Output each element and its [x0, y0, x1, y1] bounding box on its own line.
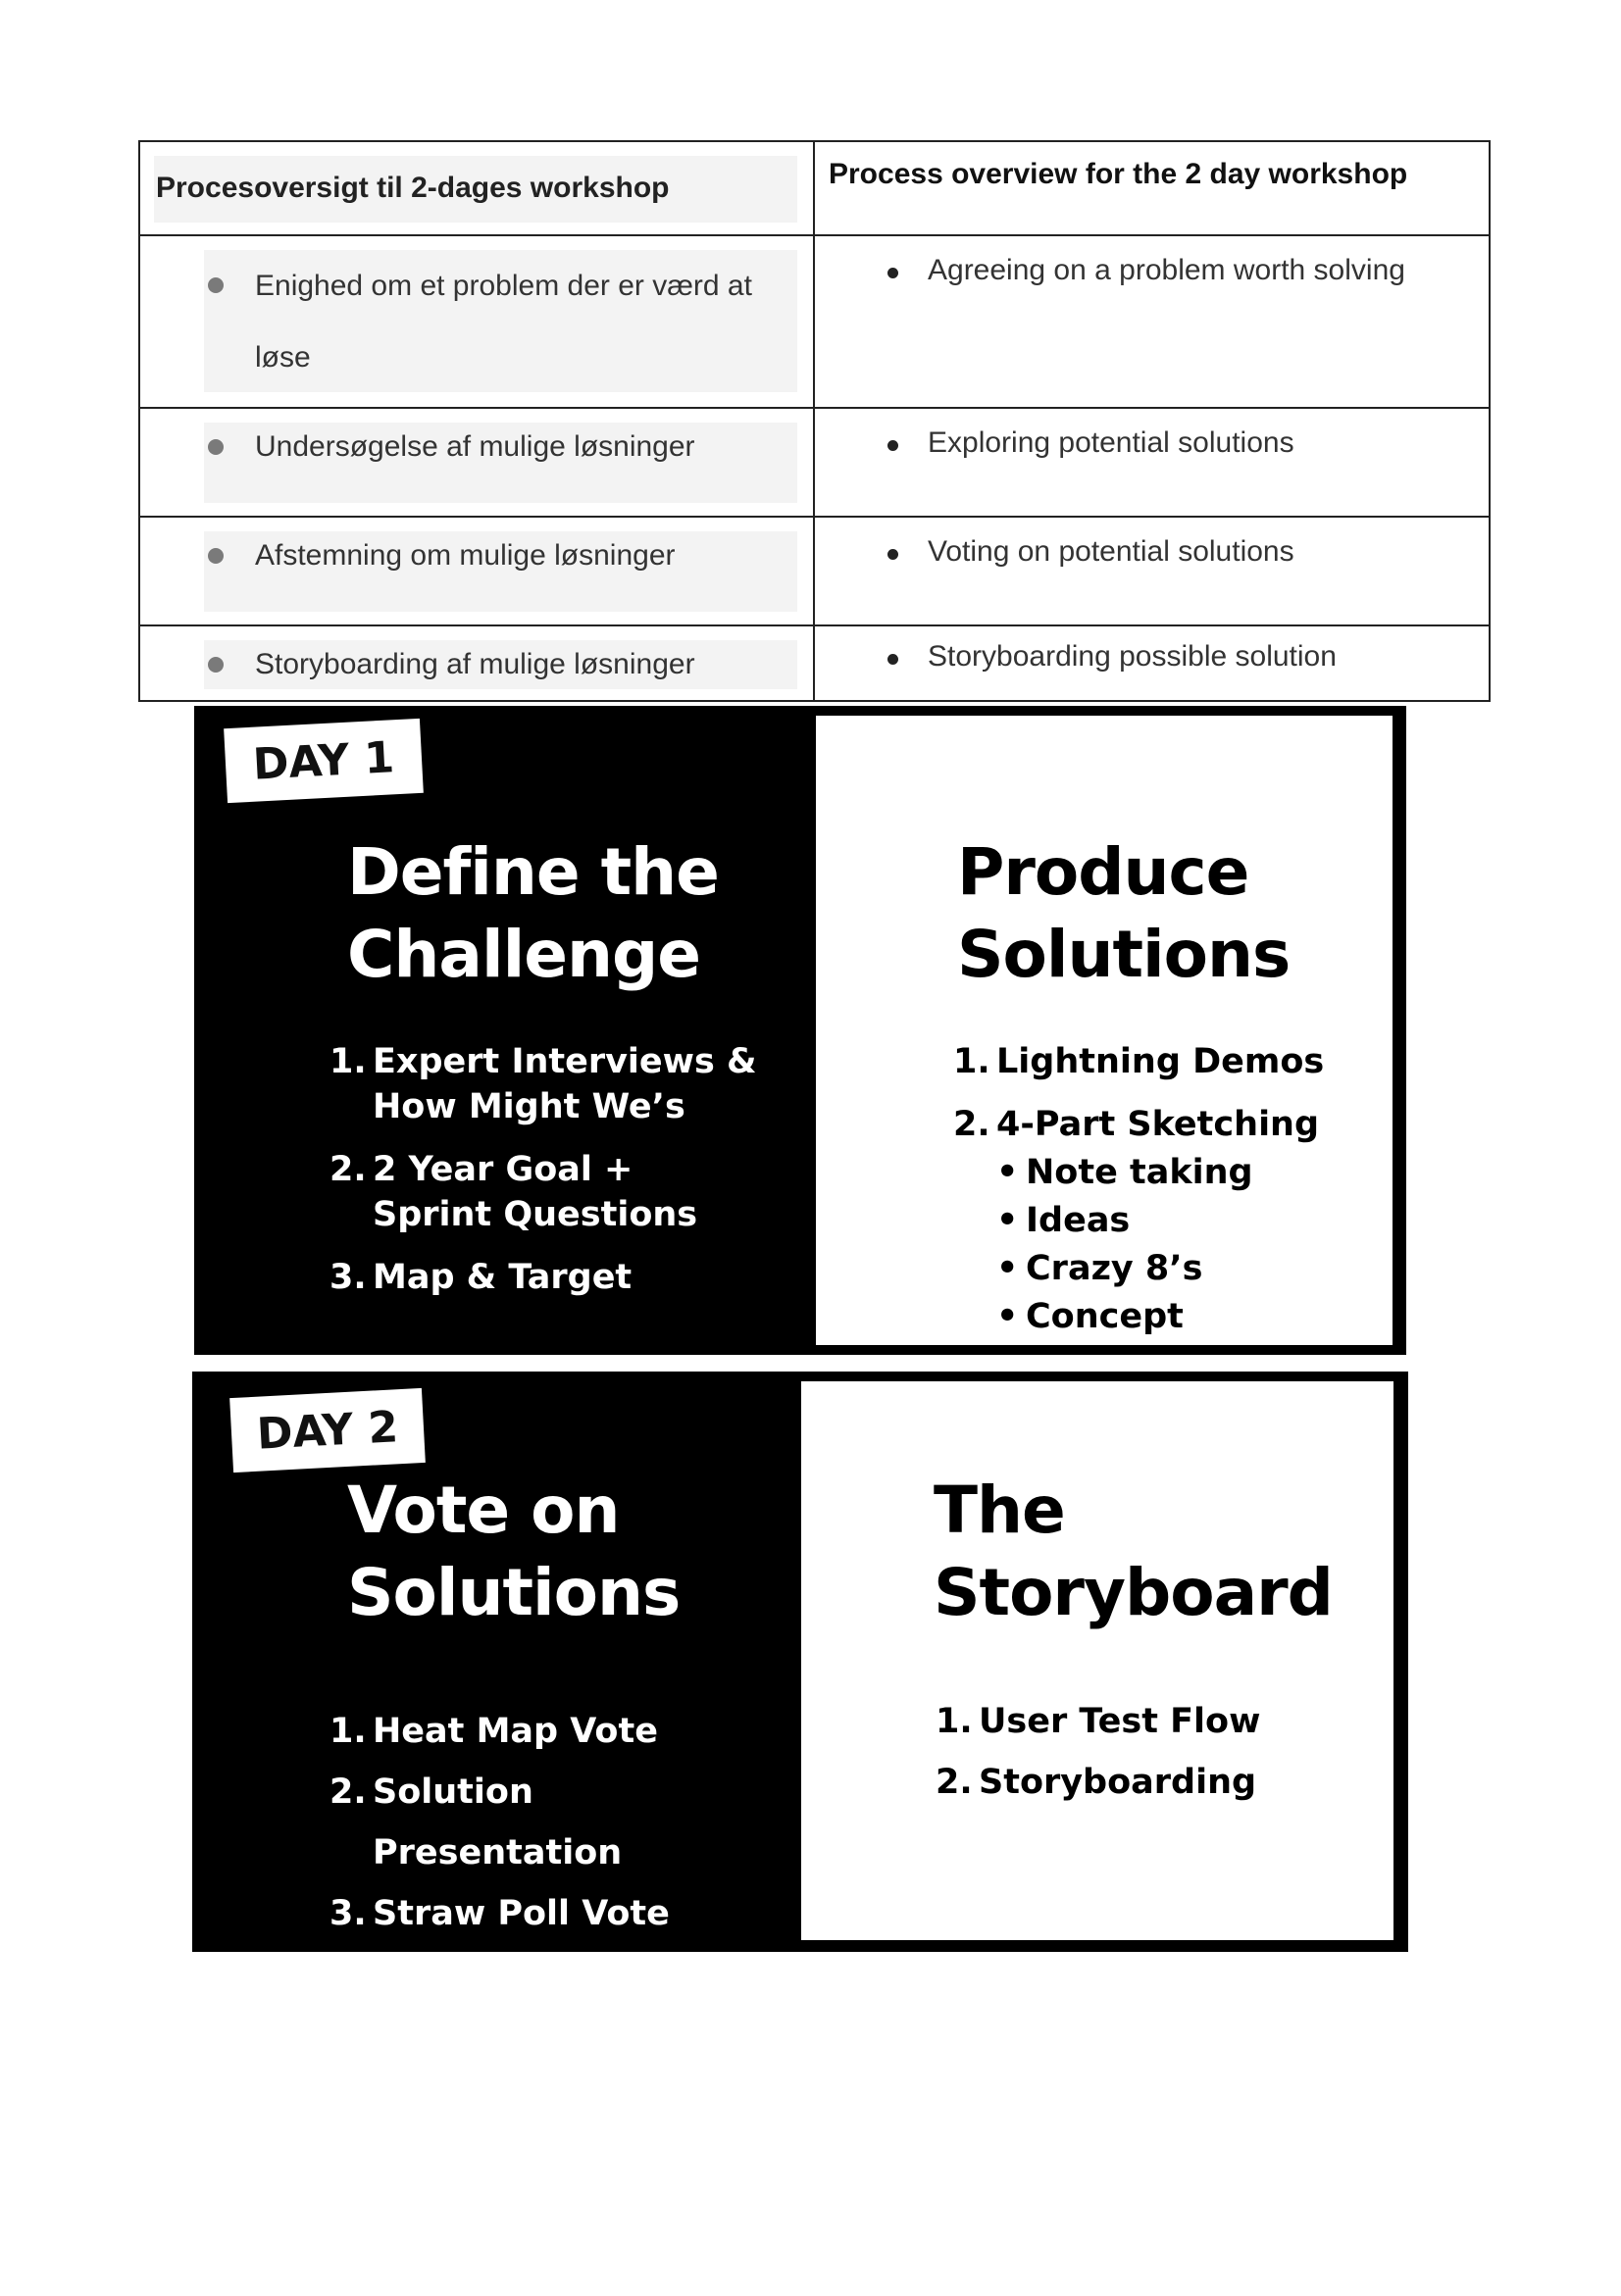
day1-right-title: Produce Solutions: [957, 834, 1291, 992]
header-english: Process overview for the 2 day workshop: [829, 158, 1408, 190]
header-danish: Procesoversigt til 2-dages workshop: [154, 156, 797, 223]
list-item: [815, 409, 1489, 460]
day2-left-title: Vote on Solutions: [347, 1472, 681, 1630]
list-item: 1. Heat Map Vote: [329, 1712, 658, 1751]
bullet-icon: [208, 439, 224, 455]
bullet-icon: [887, 268, 898, 278]
sketching-sublist: [953, 1149, 1385, 1341]
day2-right-title: The Storyboard: [934, 1472, 1333, 1630]
list-item: 1. User Test Flow: [936, 1702, 1261, 1741]
list-item: 2. 4-Part Sketching: [953, 1105, 1320, 1144]
list-item: 2. Storyboarding: [936, 1763, 1257, 1802]
row-text-danish: Enighed om et problem der er værd at: [255, 270, 752, 302]
row-text-danish: Undersøgelse af mulige løsninger: [255, 430, 695, 463]
table-header-row: [139, 141, 1490, 235]
list-item: • Crazy 8’s: [996, 1245, 1385, 1293]
header-cell-danish: [139, 141, 814, 235]
list-item: 4. Decider Vote: [329, 1955, 622, 1994]
day1-right-list: [953, 1039, 1385, 1341]
bullet-icon: [887, 654, 898, 665]
row-text-english: Exploring potential solutions: [928, 426, 1294, 459]
day2-tag: DAY 2: [229, 1388, 426, 1472]
list-item: 1. Lightning Demos: [953, 1042, 1325, 1081]
bullet-icon: [887, 549, 898, 560]
list-item: 3. Map & Target: [329, 1258, 633, 1297]
day2-left-list: [329, 1701, 790, 2005]
row-text-danish-cont: løse: [255, 341, 311, 374]
list-item: • Note taking: [996, 1149, 1385, 1197]
day1-slide: [194, 706, 1406, 1355]
list-item: [204, 640, 797, 689]
list-item: [815, 518, 1489, 569]
row-text-english: Agreeing on a problem worth solving: [928, 254, 1405, 286]
list-item: • Concept: [996, 1293, 1385, 1341]
list-item: [815, 236, 1489, 287]
day1-left-title: Define the Challenge: [347, 834, 719, 992]
list-item: 2. Solution Presentation: [329, 1772, 623, 1872]
row-text-danish: Storyboarding af mulige løsninger: [255, 648, 695, 680]
day2-slide: [192, 1372, 1408, 1994]
row-text-english: Storyboarding possible solution: [928, 640, 1337, 673]
day1-left-list: [329, 1039, 800, 1300]
day1-tag: DAY 1: [224, 719, 424, 803]
table-row: [139, 517, 1490, 625]
list-item: 1. Expert Interviews & How Might We’s: [329, 1042, 757, 1126]
day2-right-list: [936, 1691, 1367, 1813]
list-item: [204, 250, 797, 392]
bullet-icon: [887, 440, 898, 451]
row-text-danish: Afstemning om mulige løsninger: [255, 539, 676, 572]
day2-right-panel: [801, 1381, 1393, 1940]
list-item: [815, 626, 1489, 674]
list-item: [204, 531, 797, 612]
header-cell-english: [814, 141, 1490, 235]
row-text-english: Voting on potential solutions: [928, 535, 1294, 568]
bullet-icon: [208, 657, 224, 673]
process-overview-table: [138, 140, 1491, 702]
table-row: [139, 625, 1490, 701]
bullet-icon: [208, 548, 224, 564]
table-row: [139, 235, 1490, 408]
list-item: 3. Straw Poll Vote: [329, 1894, 670, 1933]
bullet-icon: [208, 277, 224, 293]
table-row: [139, 408, 1490, 517]
list-item: • Ideas: [996, 1197, 1385, 1245]
list-item: 2. 2 Year Goal + Sprint Questions: [329, 1150, 698, 1234]
list-item: [204, 423, 797, 503]
